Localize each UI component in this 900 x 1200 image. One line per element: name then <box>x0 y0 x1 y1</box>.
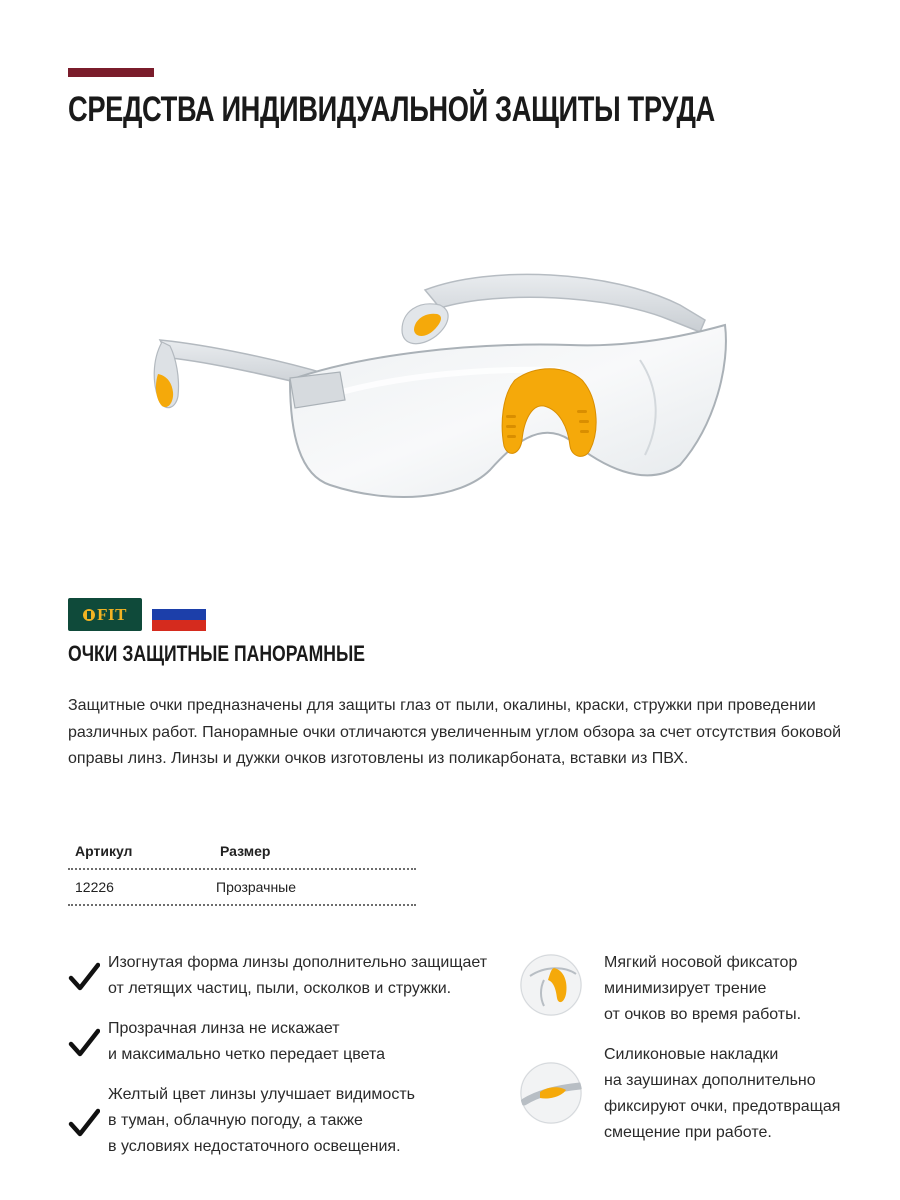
feature-item <box>520 950 801 1028</box>
fit-logo <box>68 598 142 631</box>
product-description: Защитные очки предназначены для защиты глаз от пыли, окалины, краски, стружки при проведении различных работ. Панорамные очки отличаются увеличенным углом обзора за счет отсутствия боковой оправы линз. Линзы и дужки очков изготовлены из поликарбоната, вставки из ПВХ. <box>68 697 842 767</box>
check-icon <box>68 1108 100 1138</box>
feature-text: Силиконовые накладки на заушинах дополнительно фиксируют очки, предотвращая смещение при работе. <box>604 1046 841 1141</box>
page-title: СРЕДСТВА ИНДИВИДУАЛЬНОЙ ЗАЩИТЫ ТРУДА <box>68 90 715 129</box>
flag-stripe-blue <box>152 609 206 620</box>
safety-glasses-image <box>140 250 760 520</box>
check-icon <box>68 1028 100 1058</box>
feature-item <box>520 1042 840 1146</box>
fit-logo-icon <box>83 609 95 621</box>
dotted-divider <box>68 904 416 906</box>
cell-size: Прозрачные <box>216 879 297 895</box>
feature-item <box>68 1082 415 1160</box>
accent-bar <box>68 68 154 77</box>
temple-tip-icon <box>520 1062 582 1124</box>
nose-pad-icon <box>520 954 582 1016</box>
check-icon <box>68 962 100 992</box>
russia-flag-icon <box>152 598 206 631</box>
table-row <box>68 870 416 904</box>
fit-logo-text: FIT <box>97 604 127 624</box>
spec-table-header <box>68 834 416 868</box>
flag-stripe-red <box>152 620 206 631</box>
feature-item <box>68 1016 385 1068</box>
flag-stripe-white <box>152 598 206 609</box>
feature-text: Прозрачная линза не искажает и максимально четко передает цвета <box>108 1020 385 1063</box>
spec-table <box>68 834 416 906</box>
feature-text: Желтый цвет линзы улучшает видимость в туман, облачную погоду, а также в условиях недостаточного освещения. <box>108 1086 415 1155</box>
column-header-article: Артикул <box>75 843 133 859</box>
feature-text: Мягкий носовой фиксатор минимизирует трение от очков во время работы. <box>604 954 802 1023</box>
feature-text: Изогнутая форма линзы дополнительно защищает от летящих частиц, пыли, осколков и стружки. <box>108 954 488 997</box>
feature-item <box>68 950 487 1002</box>
cell-article: 12226 <box>75 879 114 895</box>
column-header-size: Размер <box>220 843 271 859</box>
brand-row <box>68 598 206 631</box>
product-title: ОЧКИ ЗАЩИТНЫЕ ПАНОРАМНЫЕ <box>68 641 365 666</box>
